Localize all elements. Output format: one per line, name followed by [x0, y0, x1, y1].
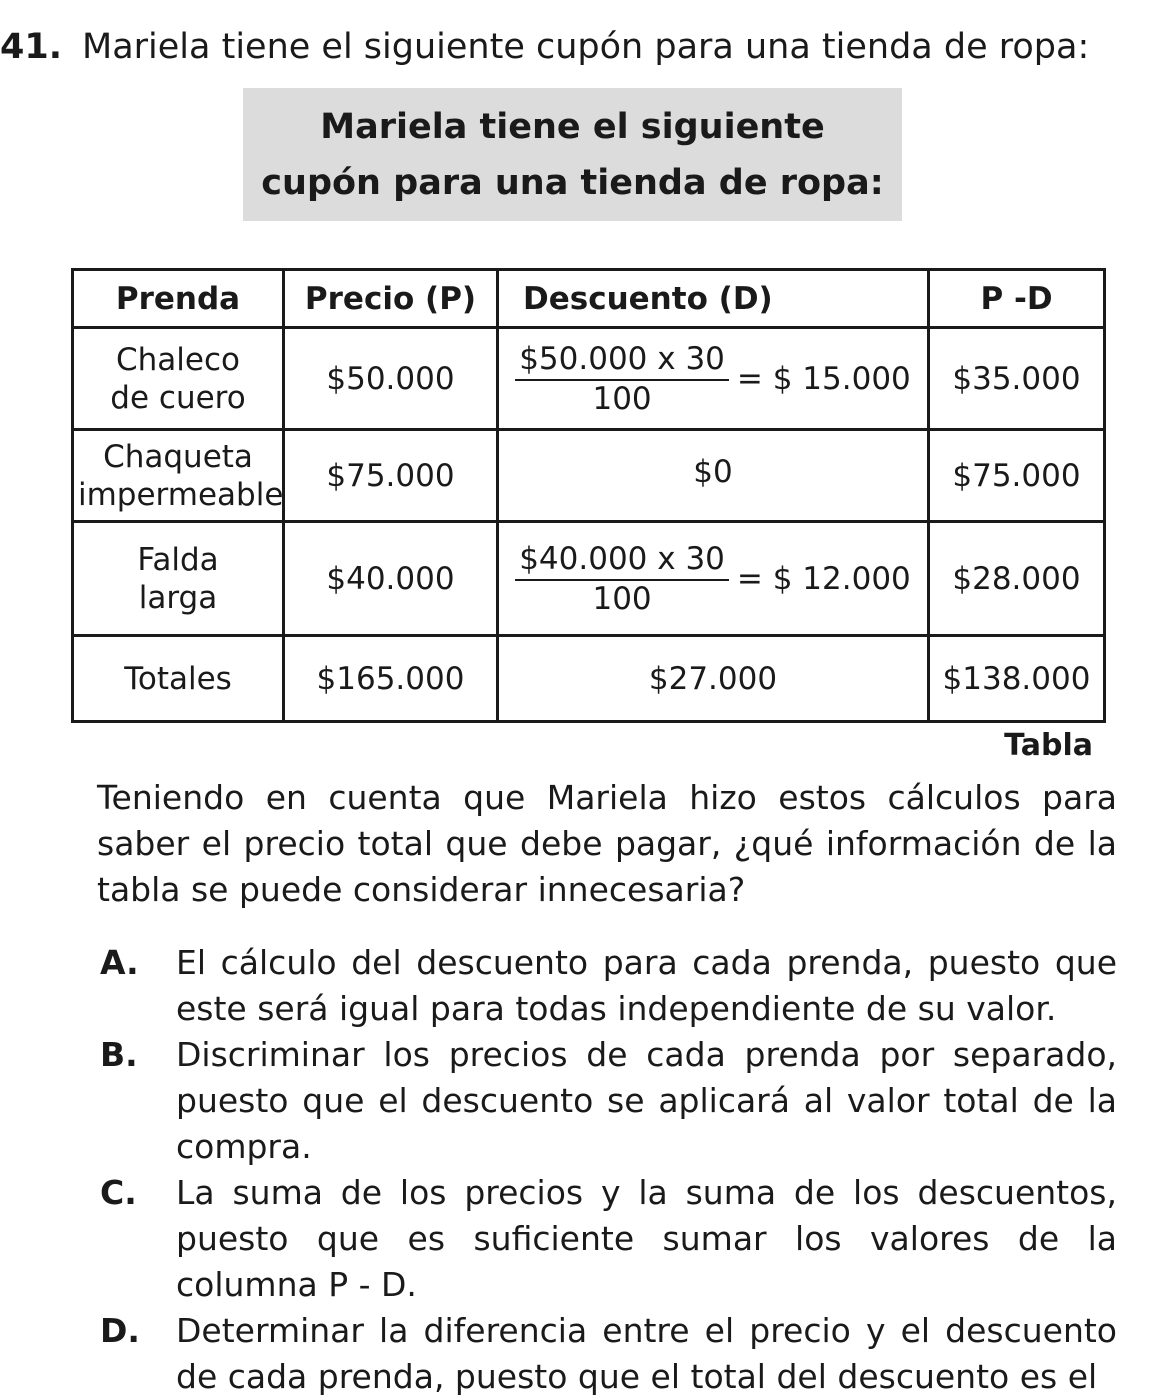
question-header	[0, 22, 1089, 72]
totals-p-minus-d: $138.000	[929, 636, 1105, 722]
item-name-line-1: Falda	[137, 541, 219, 578]
price-table	[71, 268, 1106, 723]
fraction-denominator: 100	[592, 381, 652, 417]
item-name-line-2: de cuero	[110, 379, 246, 416]
question-prompt: Teniendo en cuenta que Mariela hizo estos cálculos para saber el precio total que debe pagar, ¿qué información de la tabla se puede considerar innecesaria?	[97, 778, 1117, 909]
discount-cell	[498, 328, 929, 430]
fraction	[515, 541, 729, 617]
option-letter: D.	[100, 1311, 140, 1350]
item-cell	[73, 430, 284, 522]
question-number: 41.	[0, 27, 63, 67]
discount-formula	[515, 341, 911, 417]
totals-discount: $27.000	[498, 636, 929, 722]
discount-cell	[498, 522, 929, 636]
discount-result: = $ 12.000	[736, 561, 911, 597]
price-cell: $40.000	[284, 522, 498, 636]
option-letter: B.	[100, 1035, 138, 1074]
p-minus-d-cell: $28.000	[929, 522, 1105, 636]
fraction-numerator: $50.000 x 30	[515, 341, 729, 381]
totals-label: Totales	[73, 636, 284, 722]
item-name-line-1: Chaleco	[116, 341, 240, 378]
answer-options	[100, 940, 1117, 1400]
coupon-box	[243, 88, 902, 221]
option-text: La suma de los precios y la suma de los descuentos, puesto que es suficiente sumar los valores de la columna P - D.	[176, 1173, 1117, 1304]
option-letter: C.	[100, 1173, 137, 1212]
item-name-line-2: larga	[138, 579, 218, 616]
option-a[interactable]	[100, 940, 1117, 1032]
option-c[interactable]	[100, 1170, 1117, 1308]
totals-price: $165.000	[284, 636, 498, 722]
p-minus-d-cell: $75.000	[929, 430, 1105, 522]
item-name-line-1: Chaqueta	[103, 438, 253, 475]
option-text: Determinar la diferencia entre el precio y el descuento de cada prenda, puesto que el total del descuento es el	[176, 1311, 1117, 1396]
header-prenda: Prenda	[73, 270, 284, 328]
item-name-line-2: impermeable	[78, 476, 284, 513]
price-cell: $75.000	[284, 430, 498, 522]
coupon-line-1: Mariela tiene el siguiente	[320, 106, 825, 147]
table-caption: Tabla	[1004, 728, 1093, 763]
option-text: Discriminar los precios de cada prenda por separado, puesto que el descuento se aplicará al valor total de la compra.	[176, 1035, 1117, 1166]
totals-row	[73, 636, 1105, 722]
option-text: El cálculo del descuento para cada prenda, puesto que este será igual para todas independiente de su valor.	[176, 943, 1117, 1028]
header-descuento: Descuento (D)	[498, 270, 929, 328]
discount-result: = $ 15.000	[736, 361, 911, 397]
table-row	[73, 430, 1105, 522]
fraction-denominator: 100	[592, 581, 652, 617]
price-cell: $50.000	[284, 328, 498, 430]
header-precio: Precio (P)	[284, 270, 498, 328]
table-row	[73, 328, 1105, 430]
option-letter: A.	[100, 943, 139, 982]
header-p-minus-d: P -D	[929, 270, 1105, 328]
discount-formula	[515, 541, 911, 617]
item-cell	[73, 522, 284, 636]
question-statement: Mariela tiene el siguiente cupón para una tienda de ropa:	[82, 27, 1090, 67]
table-row	[73, 522, 1105, 636]
coupon-line-2: cupón para una tienda de ropa:	[261, 162, 884, 203]
table-header-row	[73, 270, 1105, 328]
fraction-numerator: $40.000 x 30	[515, 541, 729, 581]
discount-cell: $0	[498, 430, 929, 522]
option-b[interactable]	[100, 1032, 1117, 1170]
fraction	[515, 341, 729, 417]
p-minus-d-cell: $35.000	[929, 328, 1105, 430]
item-cell	[73, 328, 284, 430]
option-d[interactable]	[100, 1308, 1117, 1400]
